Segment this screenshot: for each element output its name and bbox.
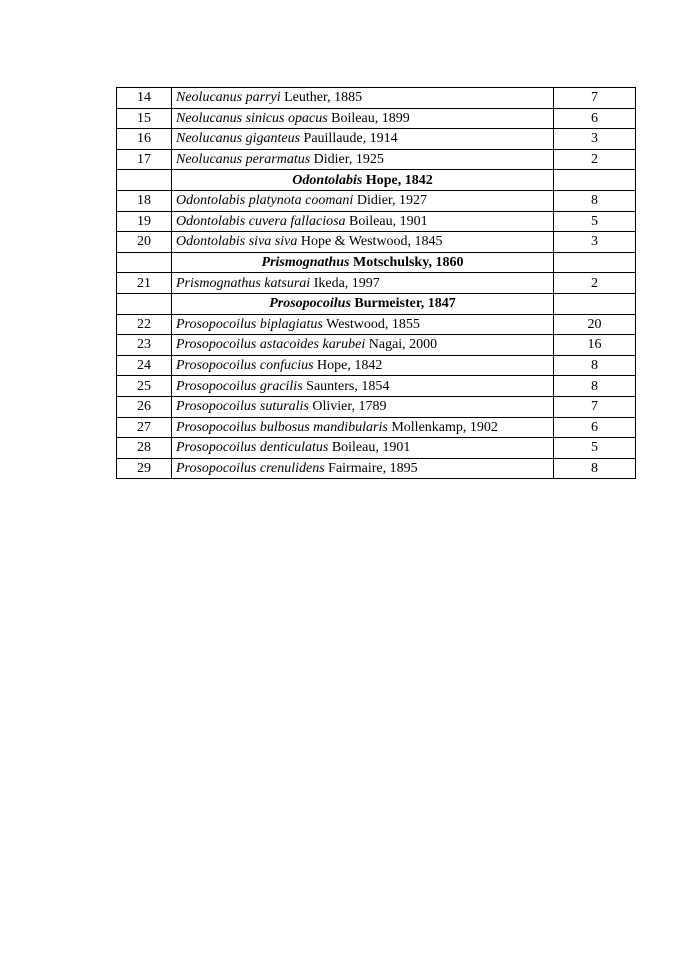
specimen-count: 6 — [554, 108, 636, 129]
species-name: Prosopocoilus confucius — [176, 358, 314, 374]
row-number: 22 — [117, 314, 172, 335]
species-authority: Boileau, 1901 — [349, 213, 428, 229]
row-number: 29 — [117, 458, 172, 479]
species-name-cell — [172, 232, 554, 253]
species-name: Prosopocoilus denticulatus — [176, 440, 329, 456]
row-number: 14 — [117, 88, 172, 109]
table-row — [117, 232, 636, 253]
species-name-cell — [172, 273, 554, 294]
species-name-cell — [172, 314, 554, 335]
species-authority: Didier, 1925 — [313, 152, 384, 168]
row-number: 21 — [117, 273, 172, 294]
genus-authority: Hope, 1842 — [365, 172, 433, 188]
table-row — [117, 211, 636, 232]
species-name: Odontolabis cuvera fallaciosa — [176, 213, 346, 229]
species-name-cell — [172, 396, 554, 417]
genus-header — [172, 252, 554, 273]
species-name: Odontolabis siva siva — [176, 234, 298, 250]
species-authority: Leuther, 1885 — [284, 90, 363, 106]
species-name-cell — [172, 376, 554, 397]
specimen-count: 8 — [554, 190, 636, 211]
species-name: Prosopocoilus gracilis — [176, 378, 303, 394]
species-table — [116, 87, 636, 479]
genus-name: Odontolabis — [292, 172, 363, 188]
empty-cell — [117, 170, 172, 191]
genus-header-row — [117, 170, 636, 191]
species-authority: Saunters, 1854 — [306, 378, 390, 394]
species-authority: Mollenkamp, 1902 — [391, 419, 498, 435]
specimen-count: 20 — [554, 314, 636, 335]
genus-authority: Burmeister, 1847 — [354, 296, 456, 312]
empty-cell — [554, 170, 636, 191]
genus-header — [172, 293, 554, 314]
species-authority: Boileau, 1901 — [331, 440, 411, 456]
species-authority: Ikeda, 1997 — [313, 275, 380, 291]
species-name-cell — [172, 438, 554, 459]
species-name-cell — [172, 458, 554, 479]
specimen-count: 8 — [554, 355, 636, 376]
table-row — [117, 438, 636, 459]
row-number: 25 — [117, 376, 172, 397]
specimen-count: 8 — [554, 376, 636, 397]
species-authority: Pauillaude, 1914 — [303, 131, 398, 147]
empty-cell — [117, 252, 172, 273]
species-name: Odontolabis platynota coomani — [176, 193, 354, 209]
species-name: Prosopocoilus bulbosus mandibularis — [176, 419, 388, 435]
empty-cell — [554, 293, 636, 314]
row-number: 26 — [117, 396, 172, 417]
genus-name: Prosopocoilus — [269, 296, 351, 312]
specimen-count: 3 — [554, 232, 636, 253]
species-authority: Nagai, 2000 — [368, 337, 438, 353]
species-authority: Hope, 1842 — [317, 358, 383, 374]
specimen-count: 8 — [554, 458, 636, 479]
species-name-cell — [172, 129, 554, 150]
table-row — [117, 417, 636, 438]
species-authority: Didier, 1927 — [356, 193, 428, 209]
empty-cell — [117, 293, 172, 314]
species-name: Prosopocoilus crenulidens — [176, 460, 325, 476]
row-number: 24 — [117, 355, 172, 376]
empty-cell — [554, 252, 636, 273]
genus-name: Prismognathus — [261, 255, 350, 271]
table-row — [117, 396, 636, 417]
row-number: 28 — [117, 438, 172, 459]
specimen-count: 7 — [554, 396, 636, 417]
genus-header — [172, 170, 554, 191]
species-name: Neolucanus parryi — [176, 90, 281, 106]
row-number: 20 — [117, 232, 172, 253]
species-authority: Hope & Westwood, 1845 — [300, 234, 443, 250]
species-name-cell — [172, 211, 554, 232]
table-row — [117, 376, 636, 397]
species-name: Neolucanus perarmatus — [176, 152, 311, 168]
row-number: 23 — [117, 335, 172, 356]
row-number: 18 — [117, 190, 172, 211]
table-row — [117, 108, 636, 129]
species-name-cell — [172, 355, 554, 376]
species-authority: Boileau, 1899 — [331, 110, 410, 126]
specimen-count: 6 — [554, 417, 636, 438]
species-name: Neolucanus giganteus — [176, 131, 301, 147]
species-authority: Westwood, 1855 — [326, 316, 420, 332]
species-name-cell — [172, 417, 554, 438]
table-row — [117, 190, 636, 211]
row-number: 17 — [117, 149, 172, 170]
specimen-count: 2 — [554, 273, 636, 294]
table-row — [117, 273, 636, 294]
table-row — [117, 149, 636, 170]
row-number: 19 — [117, 211, 172, 232]
row-number: 16 — [117, 129, 172, 150]
specimen-count: 3 — [554, 129, 636, 150]
table-row — [117, 129, 636, 150]
genus-authority: Motschulsky, 1860 — [352, 255, 464, 271]
genus-header-row — [117, 293, 636, 314]
specimen-count: 7 — [554, 88, 636, 109]
specimen-count: 2 — [554, 149, 636, 170]
species-name: Prosopocoilus biplagiatus — [176, 316, 323, 332]
species-name: Prosopocoilus astacoides karubei — [176, 337, 366, 353]
table-row — [117, 458, 636, 479]
table-row — [117, 88, 636, 109]
table-row — [117, 355, 636, 376]
specimen-count: 5 — [554, 211, 636, 232]
species-name: Neolucanus sinicus opacus — [176, 110, 328, 126]
species-name-cell — [172, 190, 554, 211]
species-name: Prismognathus katsurai — [176, 275, 311, 291]
specimen-count: 5 — [554, 438, 636, 459]
table-row — [117, 335, 636, 356]
specimen-count: 16 — [554, 335, 636, 356]
row-number: 15 — [117, 108, 172, 129]
species-authority: Olivier, 1789 — [312, 399, 387, 415]
genus-header-row — [117, 252, 636, 273]
species-name: Prosopocoilus suturalis — [176, 399, 309, 415]
species-name-cell — [172, 335, 554, 356]
species-name-cell — [172, 108, 554, 129]
row-number: 27 — [117, 417, 172, 438]
species-authority: Fairmaire, 1895 — [328, 460, 418, 476]
table-row — [117, 314, 636, 335]
species-name-cell — [172, 88, 554, 109]
species-name-cell — [172, 149, 554, 170]
